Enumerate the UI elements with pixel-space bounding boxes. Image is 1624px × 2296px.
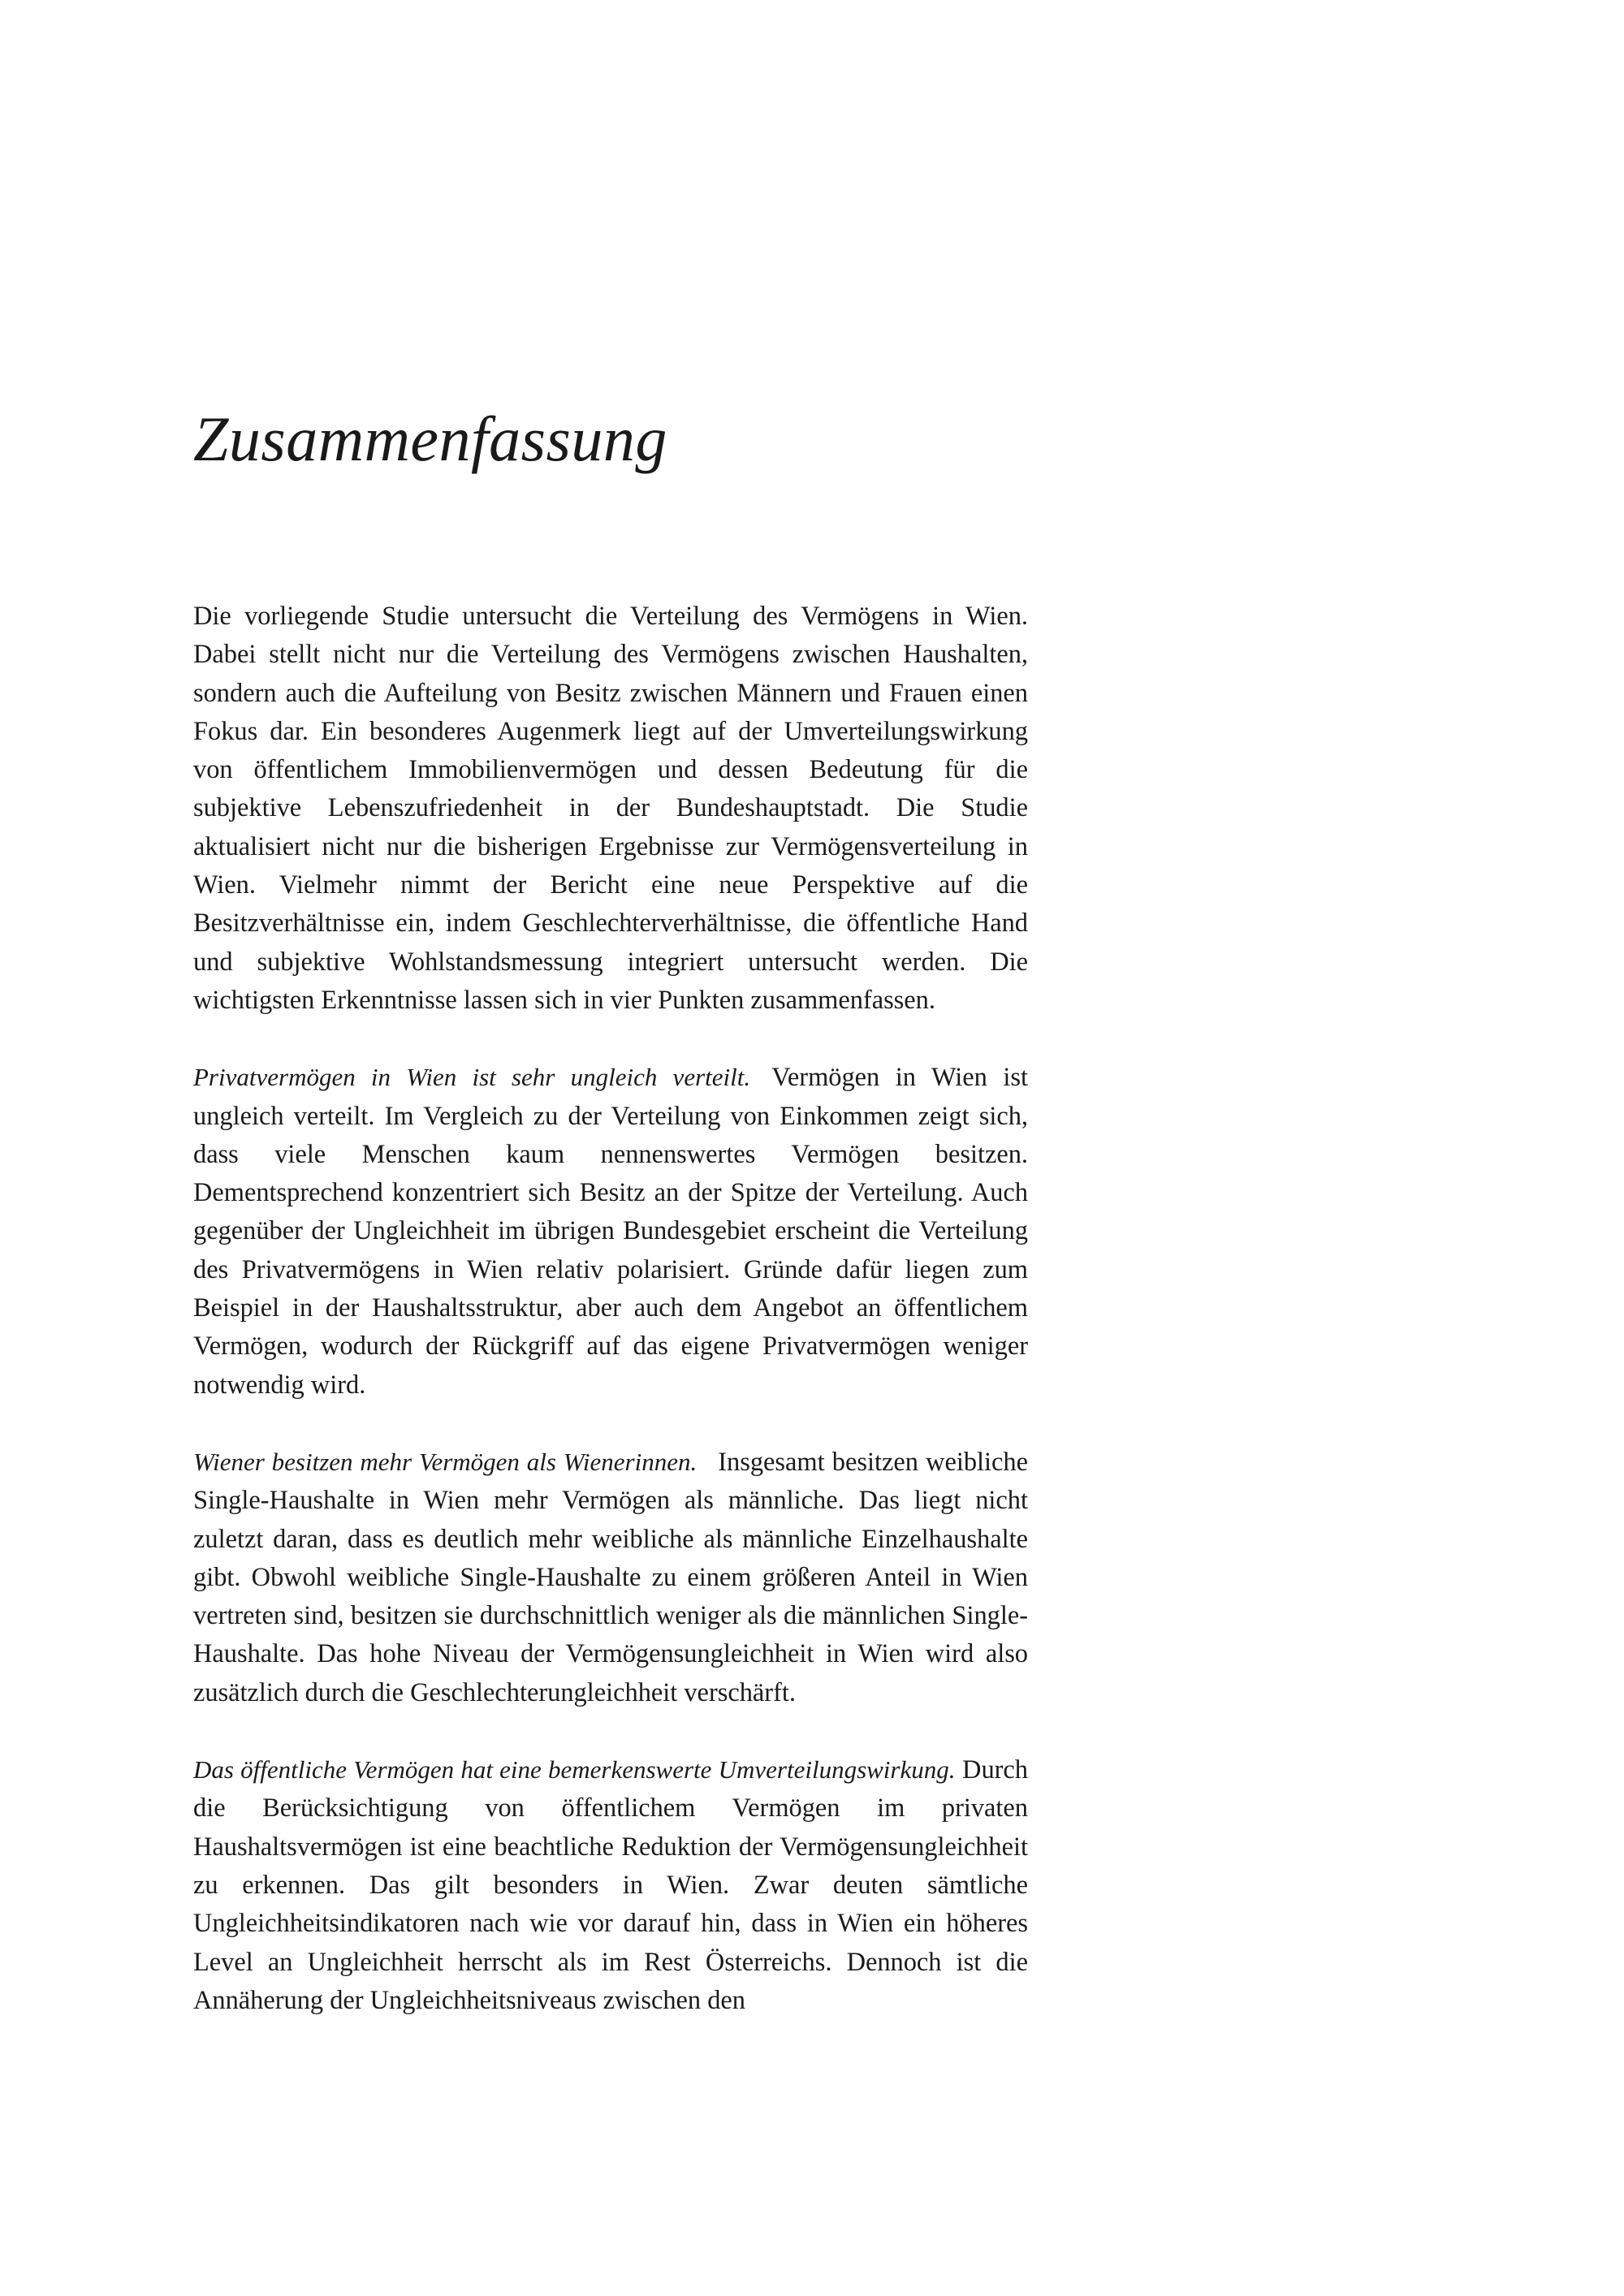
paragraph-intro — [193, 598, 1028, 1020]
body-text — [193, 598, 1028, 2020]
paragraph-text: Durch die Berücksichtigung von öffentlichem Vermögen im privaten Haushaltsvermögen ist eine beachtliche Reduktion der Vermögensungleichheit zu erkennen. Das gilt besonders in Wien. Zwar deuten sämtliche Ungleichheitsindikatoren nach wie vor darauf hin, dass in Wien ein höheres Level an Ungleichheit herrscht als im Rest Österreichs. Dennoch ist die Annäherung der Ungleichheitsniveaus zwischen den — [193, 1755, 1028, 2015]
paragraph-gender-wealth — [193, 1443, 1028, 1712]
paragraph-text: Vermögen in Wien ist ungleich verteilt. Im Vergleich zu der Verteilung von Einkommen zeigt sich, dass viele Menschen kaum nennenswertes Vermögen besitzen. Dementsprechend konzentriert sich Besitz an der Spitze der Verteilung. Auch gegenüber der Ungleichheit im übrigen Bundesgebiet erscheint die Verteilung des Privatvermögens in Wien relativ polarisiert. Gründe dafür liegen zum Beispiel in der Haushaltsstruktur, aber auch dem Angebot an öffentlichem Vermögen, wodurch der Rückgriff auf das eigene Privatvermögen weniger notwendig wird. — [193, 1063, 1028, 1400]
page-title: Zusammenfassung — [193, 404, 667, 474]
paragraph-text: Die vorliegende Studie untersucht die Verteilung des Vermögens in Wien. Dabei stellt nicht nur die Verteilung des Vermögens zwischen Haushalten, sondern auch die Aufteilung von Besitz zwischen Männern und Frauen einen Fokus dar. Ein besonderes Augenmerk liegt auf der Umverteilungswirkung von öffentlichem Immobilienvermögen und dessen Bedeutung für die subjektive Lebenszufriedenheit in der Bundeshauptstadt. Die Studie aktualisiert nicht nur die bisherigen Ergebnisse zur Vermögensverteilung in Wien. Vielmehr nimmt der Bericht eine neue Perspektive auf die Besitzverhältnisse ein, indem Geschlechterverhältnisse, die öffentliche Hand und subjektive Wohlstandsmessung integriert untersucht werden. Die wichtigsten Erkenntnisse lassen sich in vier Punkten zusammenfassen. — [193, 602, 1028, 1015]
paragraph-lead: Das öffentliche Vermögen hat eine bemerkenswerte Umverteilungswirkung. — [193, 1755, 956, 1785]
paragraph-private-wealth — [193, 1058, 1028, 1405]
paragraph-lead: Privatvermögen in Wien ist sehr ungleich verteilt. — [193, 1063, 751, 1092]
paragraph-public-wealth — [193, 1750, 1028, 2020]
paragraph-text: Insgesamt besitzen weibliche Single-Haushalte in Wien mehr Vermögen als männliche. Das liegt nicht zuletzt daran, dass es deutlich mehr weibliche als männliche Einzelhaushalte gibt. Obwohl weibliche Single-Haushalte zu einem größeren Anteil in Wien vertreten sind, besitzen sie durchschnittlich weniger als die männlichen Single-Haushalte. Das hohe Niveau der Vermögensungleichheit in Wien wird also zusätzlich durch die Geschlechterungleichheit verschärft. — [193, 1447, 1029, 1707]
paragraph-lead: Wiener besitzen mehr Vermögen als Wienerinnen. — [193, 1447, 698, 1476]
